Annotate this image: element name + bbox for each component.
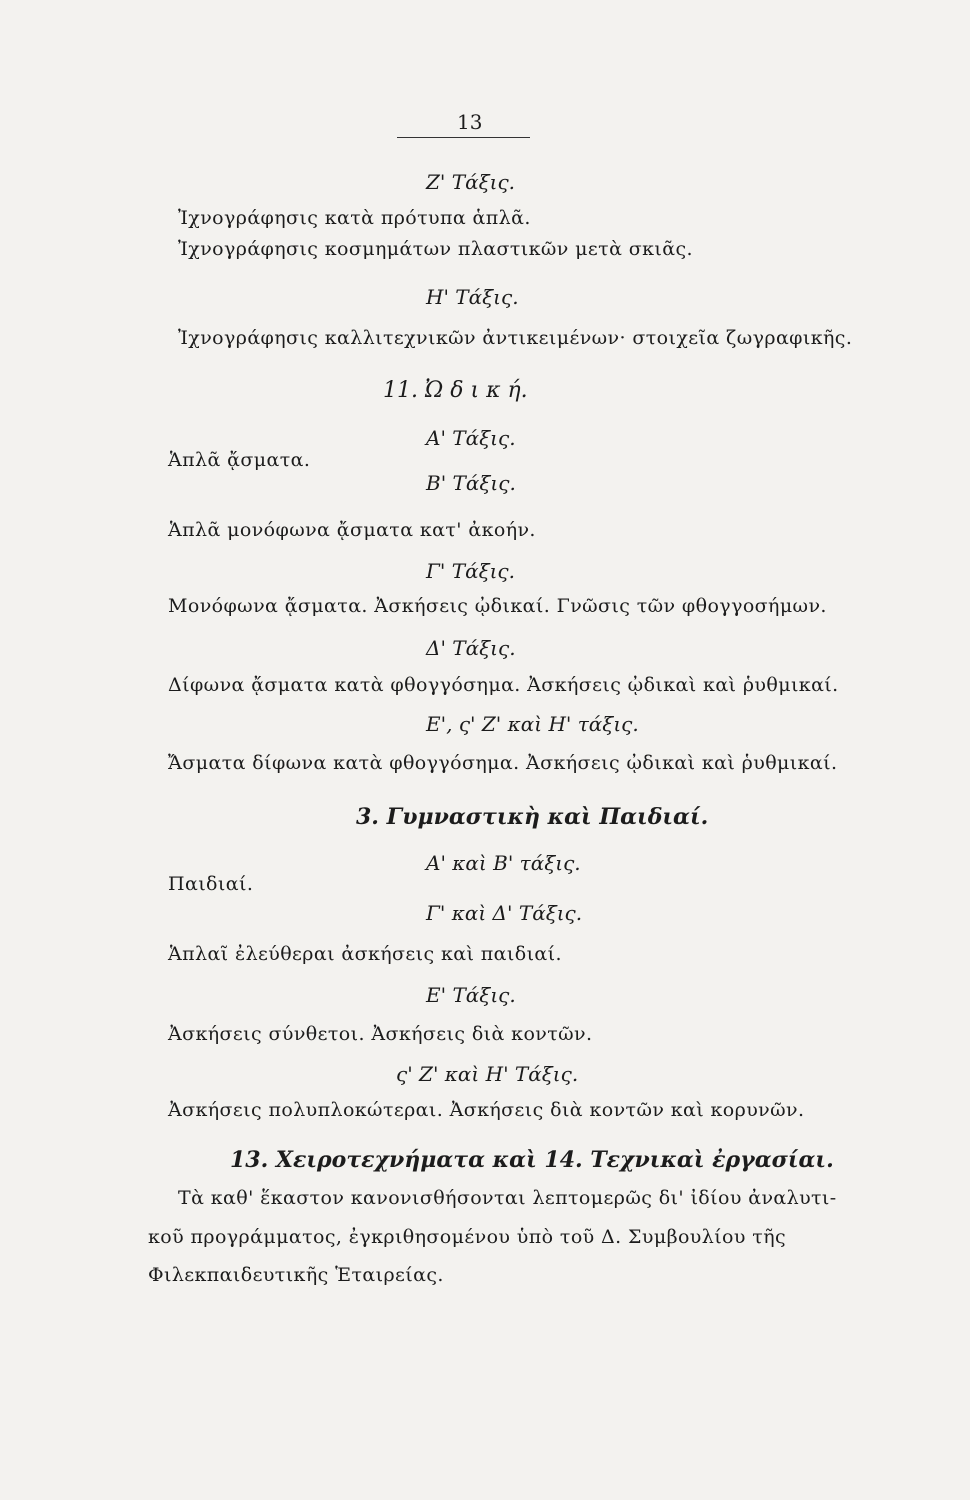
section-heading-odiki: 11. Ὠ δ ι κ ή. [383, 378, 528, 403]
text-line: Ἰχνογράφησις κατὰ πρότυπα ἁπλᾶ. [178, 207, 531, 229]
class-heading-e-h: Ε', ς' Ζ' καὶ Η' τάξις. [426, 712, 639, 736]
class-heading-z: Ζ' Τάξις. [426, 170, 516, 194]
page-number: 13 [457, 110, 483, 134]
class-heading-gd: Γ' καὶ Δ' Τάξις. [426, 901, 583, 925]
text-line: Ἁπλᾶ ᾄσματα. [168, 449, 311, 471]
paragraph-line: κοῦ προγράμματος, ἐγκριθησομένου ὑπὸ τοῦ Δ. Συμβουλίου τῆς [148, 1226, 787, 1248]
text-line: Μονόφωνα ᾄσματα. Ἀσκήσεις ᾠδικαί. Γνῶσις τῶν φθογγοσήμων. [168, 595, 827, 617]
text-line: Παιδιαί. [168, 873, 254, 895]
paragraph-line: Τὰ καθ' ἕκαστον κανονισθήσονται λεπτομερῶς δι' ἰδίου ἀναλυτι- [178, 1187, 837, 1209]
class-heading-e: Ε' Τάξις. [426, 983, 516, 1007]
header-rule [397, 137, 530, 138]
text-line: Ἰχνογράφησις καλλιτεχνικῶν ἀντικειμένων· στοιχεῖα ζωγραφικῆς. [178, 327, 853, 349]
text-line: Ἁπλᾶ μονόφωνα ᾄσματα κατ' ἀκοήν. [168, 519, 536, 541]
paragraph-line: Φιλεκπαιδευτικῆς Ἑταιρείας. [148, 1264, 444, 1286]
class-heading-b: Β' Τάξις. [426, 471, 516, 495]
text-line: Ἄσματα δίφωνα κατὰ φθογγόσημα. Ἀσκήσεις ᾠδικαὶ καὶ ῥυθμικαί. [168, 752, 838, 774]
text-line: Ἀσκήσεις σύνθετοι. Ἀσκήσεις διὰ κοντῶν. [168, 1023, 593, 1045]
class-heading-d: Δ' Τάξις. [426, 636, 516, 660]
text-line: Δίφωνα ᾄσματα κατὰ φθογγόσημα. Ἀσκήσεις ᾠδικαὶ καὶ ῥυθμικαί. [168, 674, 839, 696]
text-line: Ἁπλαῖ ἐλεύθεραι ἀσκήσεις καὶ παιδιαί. [168, 943, 562, 965]
class-heading-ab: Α' καὶ Β' τάξις. [426, 851, 581, 875]
class-heading-h: Η' Τάξις. [426, 285, 519, 309]
section-heading-cheirotechnimata: 13. Χειροτεχνήματα καὶ 14. Τεχνικαὶ ἐργασίαι. [230, 1147, 834, 1173]
class-heading-st-z-h: ς' Ζ' καὶ Η' Τάξις. [396, 1062, 579, 1086]
class-heading-g: Γ' Τάξις. [426, 559, 515, 583]
section-heading-gymnastiki: 3. Γυμναστικὴ καὶ Παιδιαί. [356, 804, 709, 830]
text-line: Ἰχνογράφησις κοσμημάτων πλαστικῶν μετὰ σκιᾶς. [178, 238, 693, 260]
class-heading-a: Α' Τάξις. [426, 426, 516, 450]
text-line: Ἀσκήσεις πολυπλοκώτεραι. Ἀσκήσεις διὰ κοντῶν καὶ κορυνῶν. [168, 1099, 805, 1121]
